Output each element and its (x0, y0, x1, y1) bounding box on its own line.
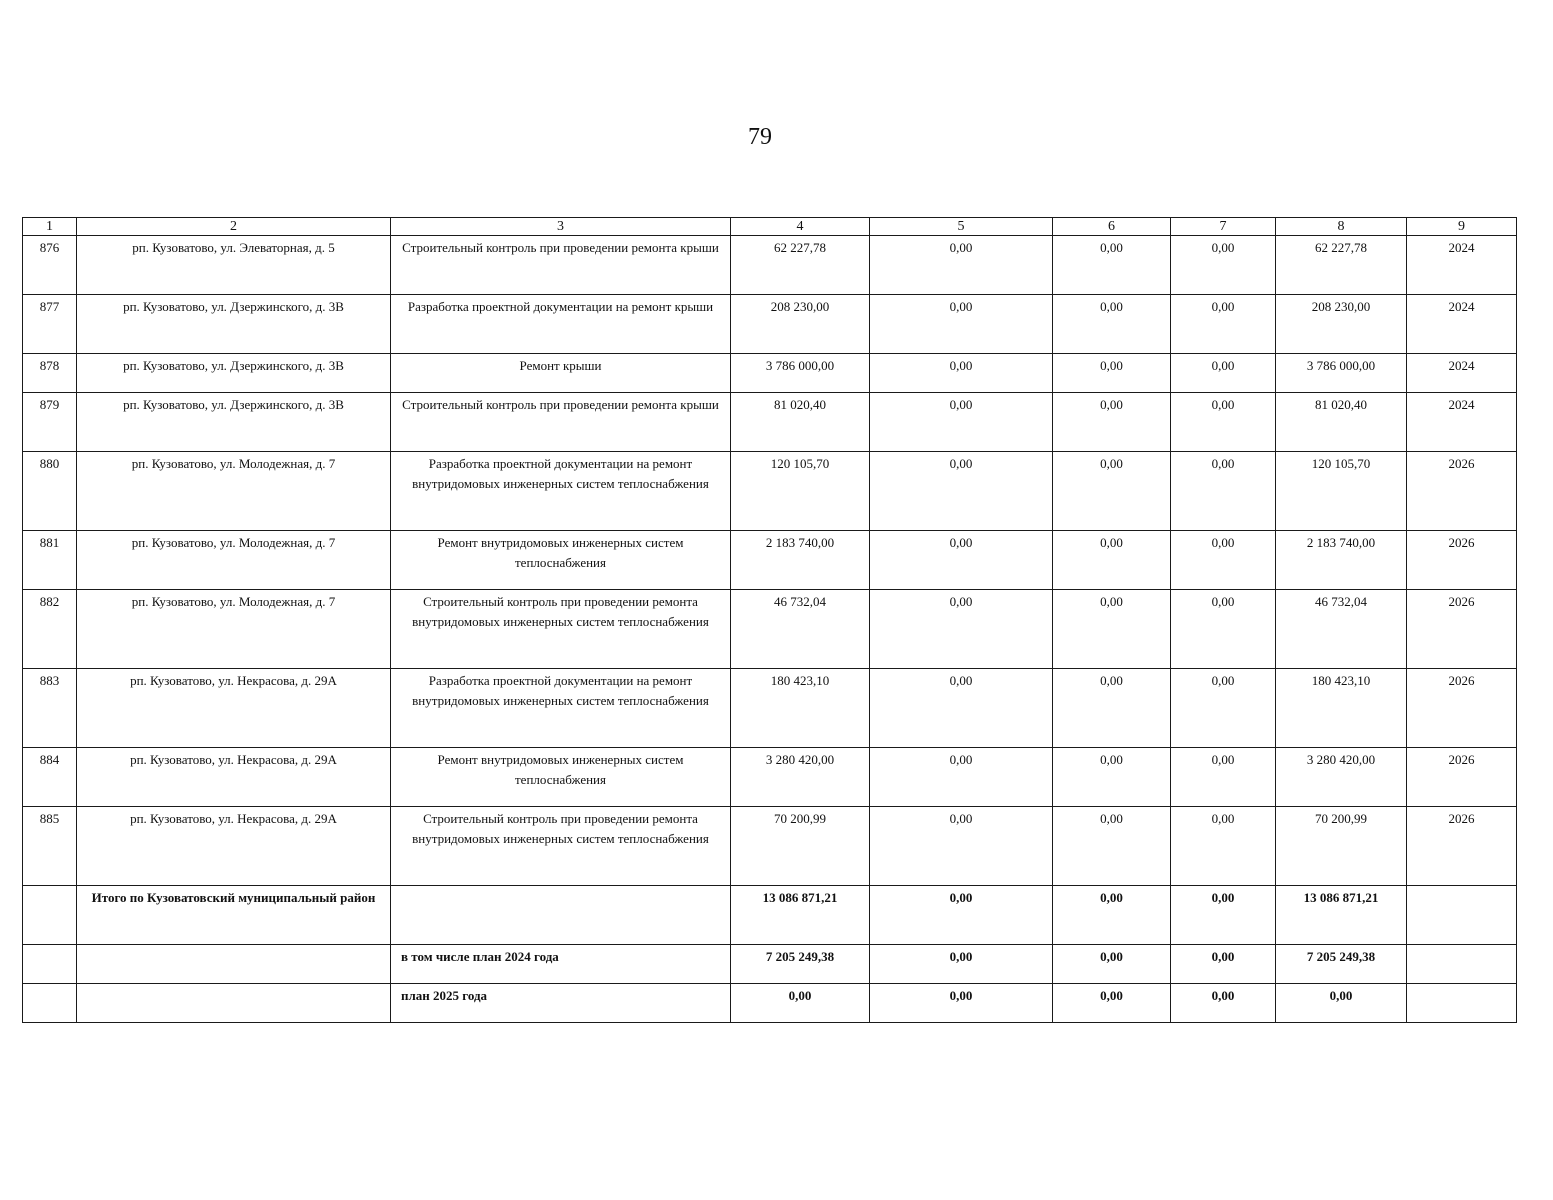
row-number: 878 (23, 354, 77, 393)
total-empty-cell (23, 886, 77, 945)
table-row (23, 807, 1517, 886)
subtotal-empty-cell (77, 945, 391, 984)
row-col5-value: 0,00 (870, 807, 1053, 886)
row-col5-value: 0,00 (870, 236, 1053, 295)
column-header: 4 (731, 218, 870, 236)
column-header: 5 (870, 218, 1053, 236)
row-col4-value: 208 230,00 (731, 295, 870, 354)
subtotal-c7-value: 0,00 (1171, 984, 1276, 1023)
row-col6-value: 0,00 (1053, 531, 1171, 590)
table-row (23, 590, 1517, 669)
row-number: 877 (23, 295, 77, 354)
subtotal-c5-value: 0,00 (870, 945, 1053, 984)
row-col7-value: 0,00 (1171, 807, 1276, 886)
table-row (23, 295, 1517, 354)
subtotal-empty-cell (23, 984, 77, 1023)
row-year: 2024 (1407, 393, 1517, 452)
row-col4-value: 120 105,70 (731, 452, 870, 531)
total-c5-value: 0,00 (870, 886, 1053, 945)
table-row (23, 354, 1517, 393)
row-number: 881 (23, 531, 77, 590)
total-label: Итого по Кузоватовский муниципальный район (77, 886, 391, 945)
row-col8-value: 70 200,99 (1276, 807, 1407, 886)
row-col4-value: 180 423,10 (731, 669, 870, 748)
column-header: 9 (1407, 218, 1517, 236)
column-header: 7 (1171, 218, 1276, 236)
subtotal-c4-value: 0,00 (731, 984, 870, 1023)
row-work-type: Строительный контроль при проведении ремонта крыши (391, 236, 731, 295)
row-address: рп. Кузоватово, ул. Дзержинского, д. 3В (77, 354, 391, 393)
row-work-type: Разработка проектной документации на ремонт крыши (391, 295, 731, 354)
row-col7-value: 0,00 (1171, 748, 1276, 807)
row-col5-value: 0,00 (870, 748, 1053, 807)
row-col4-value: 3 786 000,00 (731, 354, 870, 393)
row-work-type: Строительный контроль при проведении ремонта внутридомовых инженерных систем теплоснабжения (391, 590, 731, 669)
row-year: 2024 (1407, 295, 1517, 354)
row-col6-value: 0,00 (1053, 807, 1171, 886)
row-work-type: Ремонт внутридомовых инженерных систем теплоснабжения (391, 748, 731, 807)
subtotal-label: план 2025 года (391, 984, 731, 1023)
row-year: 2026 (1407, 669, 1517, 748)
subtotal-empty-cell (1407, 945, 1517, 984)
row-col6-value: 0,00 (1053, 590, 1171, 669)
header-row (23, 218, 1517, 236)
column-header: 6 (1053, 218, 1171, 236)
row-year: 2026 (1407, 748, 1517, 807)
row-col8-value: 120 105,70 (1276, 452, 1407, 531)
subtotal-label: в том числе план 2024 года (391, 945, 731, 984)
total-c4-value: 13 086 871,21 (731, 886, 870, 945)
subtotal-c5-value: 0,00 (870, 984, 1053, 1023)
table-header (23, 218, 1517, 236)
row-year: 2024 (1407, 354, 1517, 393)
row-address: рп. Кузоватово, ул. Молодежная, д. 7 (77, 590, 391, 669)
row-col5-value: 0,00 (870, 393, 1053, 452)
row-col4-value: 81 020,40 (731, 393, 870, 452)
row-address: рп. Кузоватово, ул. Некрасова, д. 29А (77, 807, 391, 886)
table-row (23, 669, 1517, 748)
row-col6-value: 0,00 (1053, 669, 1171, 748)
row-col7-value: 0,00 (1171, 295, 1276, 354)
table-row (23, 393, 1517, 452)
subtotal-empty-cell (1407, 984, 1517, 1023)
table-row (23, 452, 1517, 531)
subtotal-c8-value: 0,00 (1276, 984, 1407, 1023)
subtotal-row (23, 984, 1517, 1023)
page-number: 79 (748, 124, 772, 150)
row-col7-value: 0,00 (1171, 669, 1276, 748)
row-col5-value: 0,00 (870, 452, 1053, 531)
column-header: 8 (1276, 218, 1407, 236)
row-number: 883 (23, 669, 77, 748)
row-col4-value: 2 183 740,00 (731, 531, 870, 590)
subtotal-c6-value: 0,00 (1053, 984, 1171, 1023)
row-col5-value: 0,00 (870, 590, 1053, 669)
subtotal-empty-cell (23, 945, 77, 984)
row-address: рп. Кузоватово, ул. Дзержинского, д. 3В (77, 295, 391, 354)
row-col4-value: 3 280 420,00 (731, 748, 870, 807)
row-col6-value: 0,00 (1053, 748, 1171, 807)
row-year: 2026 (1407, 531, 1517, 590)
row-address: рп. Кузоватово, ул. Элеваторная, д. 5 (77, 236, 391, 295)
row-col6-value: 0,00 (1053, 295, 1171, 354)
row-col8-value: 46 732,04 (1276, 590, 1407, 669)
subtotal-empty-cell (77, 984, 391, 1023)
total-row (23, 886, 1517, 945)
row-col6-value: 0,00 (1053, 393, 1171, 452)
row-number: 880 (23, 452, 77, 531)
row-col5-value: 0,00 (870, 531, 1053, 590)
row-col8-value: 81 020,40 (1276, 393, 1407, 452)
total-c7-value: 0,00 (1171, 886, 1276, 945)
row-address: рп. Кузоватово, ул. Некрасова, д. 29А (77, 669, 391, 748)
row-work-type: Строительный контроль при проведении ремонта крыши (391, 393, 731, 452)
row-col8-value: 3 786 000,00 (1276, 354, 1407, 393)
row-address: рп. Кузоватово, ул. Молодежная, д. 7 (77, 531, 391, 590)
row-year: 2026 (1407, 807, 1517, 886)
subtotal-c7-value: 0,00 (1171, 945, 1276, 984)
row-col8-value: 180 423,10 (1276, 669, 1407, 748)
column-header: 3 (391, 218, 731, 236)
row-col8-value: 2 183 740,00 (1276, 531, 1407, 590)
row-col5-value: 0,00 (870, 354, 1053, 393)
row-col4-value: 46 732,04 (731, 590, 870, 669)
row-number: 876 (23, 236, 77, 295)
row-work-type: Ремонт внутридомовых инженерных систем теплоснабжения (391, 531, 731, 590)
subtotal-c8-value: 7 205 249,38 (1276, 945, 1407, 984)
table-row (23, 236, 1517, 295)
table-row (23, 531, 1517, 590)
row-col4-value: 62 227,78 (731, 236, 870, 295)
subtotal-c6-value: 0,00 (1053, 945, 1171, 984)
row-number: 885 (23, 807, 77, 886)
row-col6-value: 0,00 (1053, 236, 1171, 295)
table-body (23, 236, 1517, 1023)
subtotal-c4-value: 7 205 249,38 (731, 945, 870, 984)
row-number: 879 (23, 393, 77, 452)
row-work-type: Разработка проектной документации на ремонт внутридомовых инженерных систем теплоснабжения (391, 452, 731, 531)
row-col7-value: 0,00 (1171, 236, 1276, 295)
total-empty-cell (391, 886, 731, 945)
row-work-type: Разработка проектной документации на ремонт внутридомовых инженерных систем теплоснабжения (391, 669, 731, 748)
row-year: 2026 (1407, 452, 1517, 531)
row-work-type: Ремонт крыши (391, 354, 731, 393)
row-number: 882 (23, 590, 77, 669)
column-header: 1 (23, 218, 77, 236)
row-col7-value: 0,00 (1171, 452, 1276, 531)
row-col8-value: 3 280 420,00 (1276, 748, 1407, 807)
row-col4-value: 70 200,99 (731, 807, 870, 886)
work-plan-table (22, 217, 1517, 1023)
row-number: 884 (23, 748, 77, 807)
total-c6-value: 0,00 (1053, 886, 1171, 945)
total-empty-cell (1407, 886, 1517, 945)
row-work-type: Строительный контроль при проведении ремонта внутридомовых инженерных систем теплоснабжения (391, 807, 731, 886)
row-col5-value: 0,00 (870, 669, 1053, 748)
row-col7-value: 0,00 (1171, 531, 1276, 590)
row-col8-value: 62 227,78 (1276, 236, 1407, 295)
row-col7-value: 0,00 (1171, 354, 1276, 393)
subtotal-row (23, 945, 1517, 984)
row-year: 2026 (1407, 590, 1517, 669)
row-year: 2024 (1407, 236, 1517, 295)
row-address: рп. Кузоватово, ул. Дзержинского, д. 3В (77, 393, 391, 452)
row-col8-value: 208 230,00 (1276, 295, 1407, 354)
row-address: рп. Кузоватово, ул. Некрасова, д. 29А (77, 748, 391, 807)
row-col7-value: 0,00 (1171, 590, 1276, 669)
row-col5-value: 0,00 (870, 295, 1053, 354)
table-row (23, 748, 1517, 807)
row-col6-value: 0,00 (1053, 452, 1171, 531)
column-header: 2 (77, 218, 391, 236)
row-col7-value: 0,00 (1171, 393, 1276, 452)
row-address: рп. Кузоватово, ул. Молодежная, д. 7 (77, 452, 391, 531)
row-col6-value: 0,00 (1053, 354, 1171, 393)
total-c8-value: 13 086 871,21 (1276, 886, 1407, 945)
